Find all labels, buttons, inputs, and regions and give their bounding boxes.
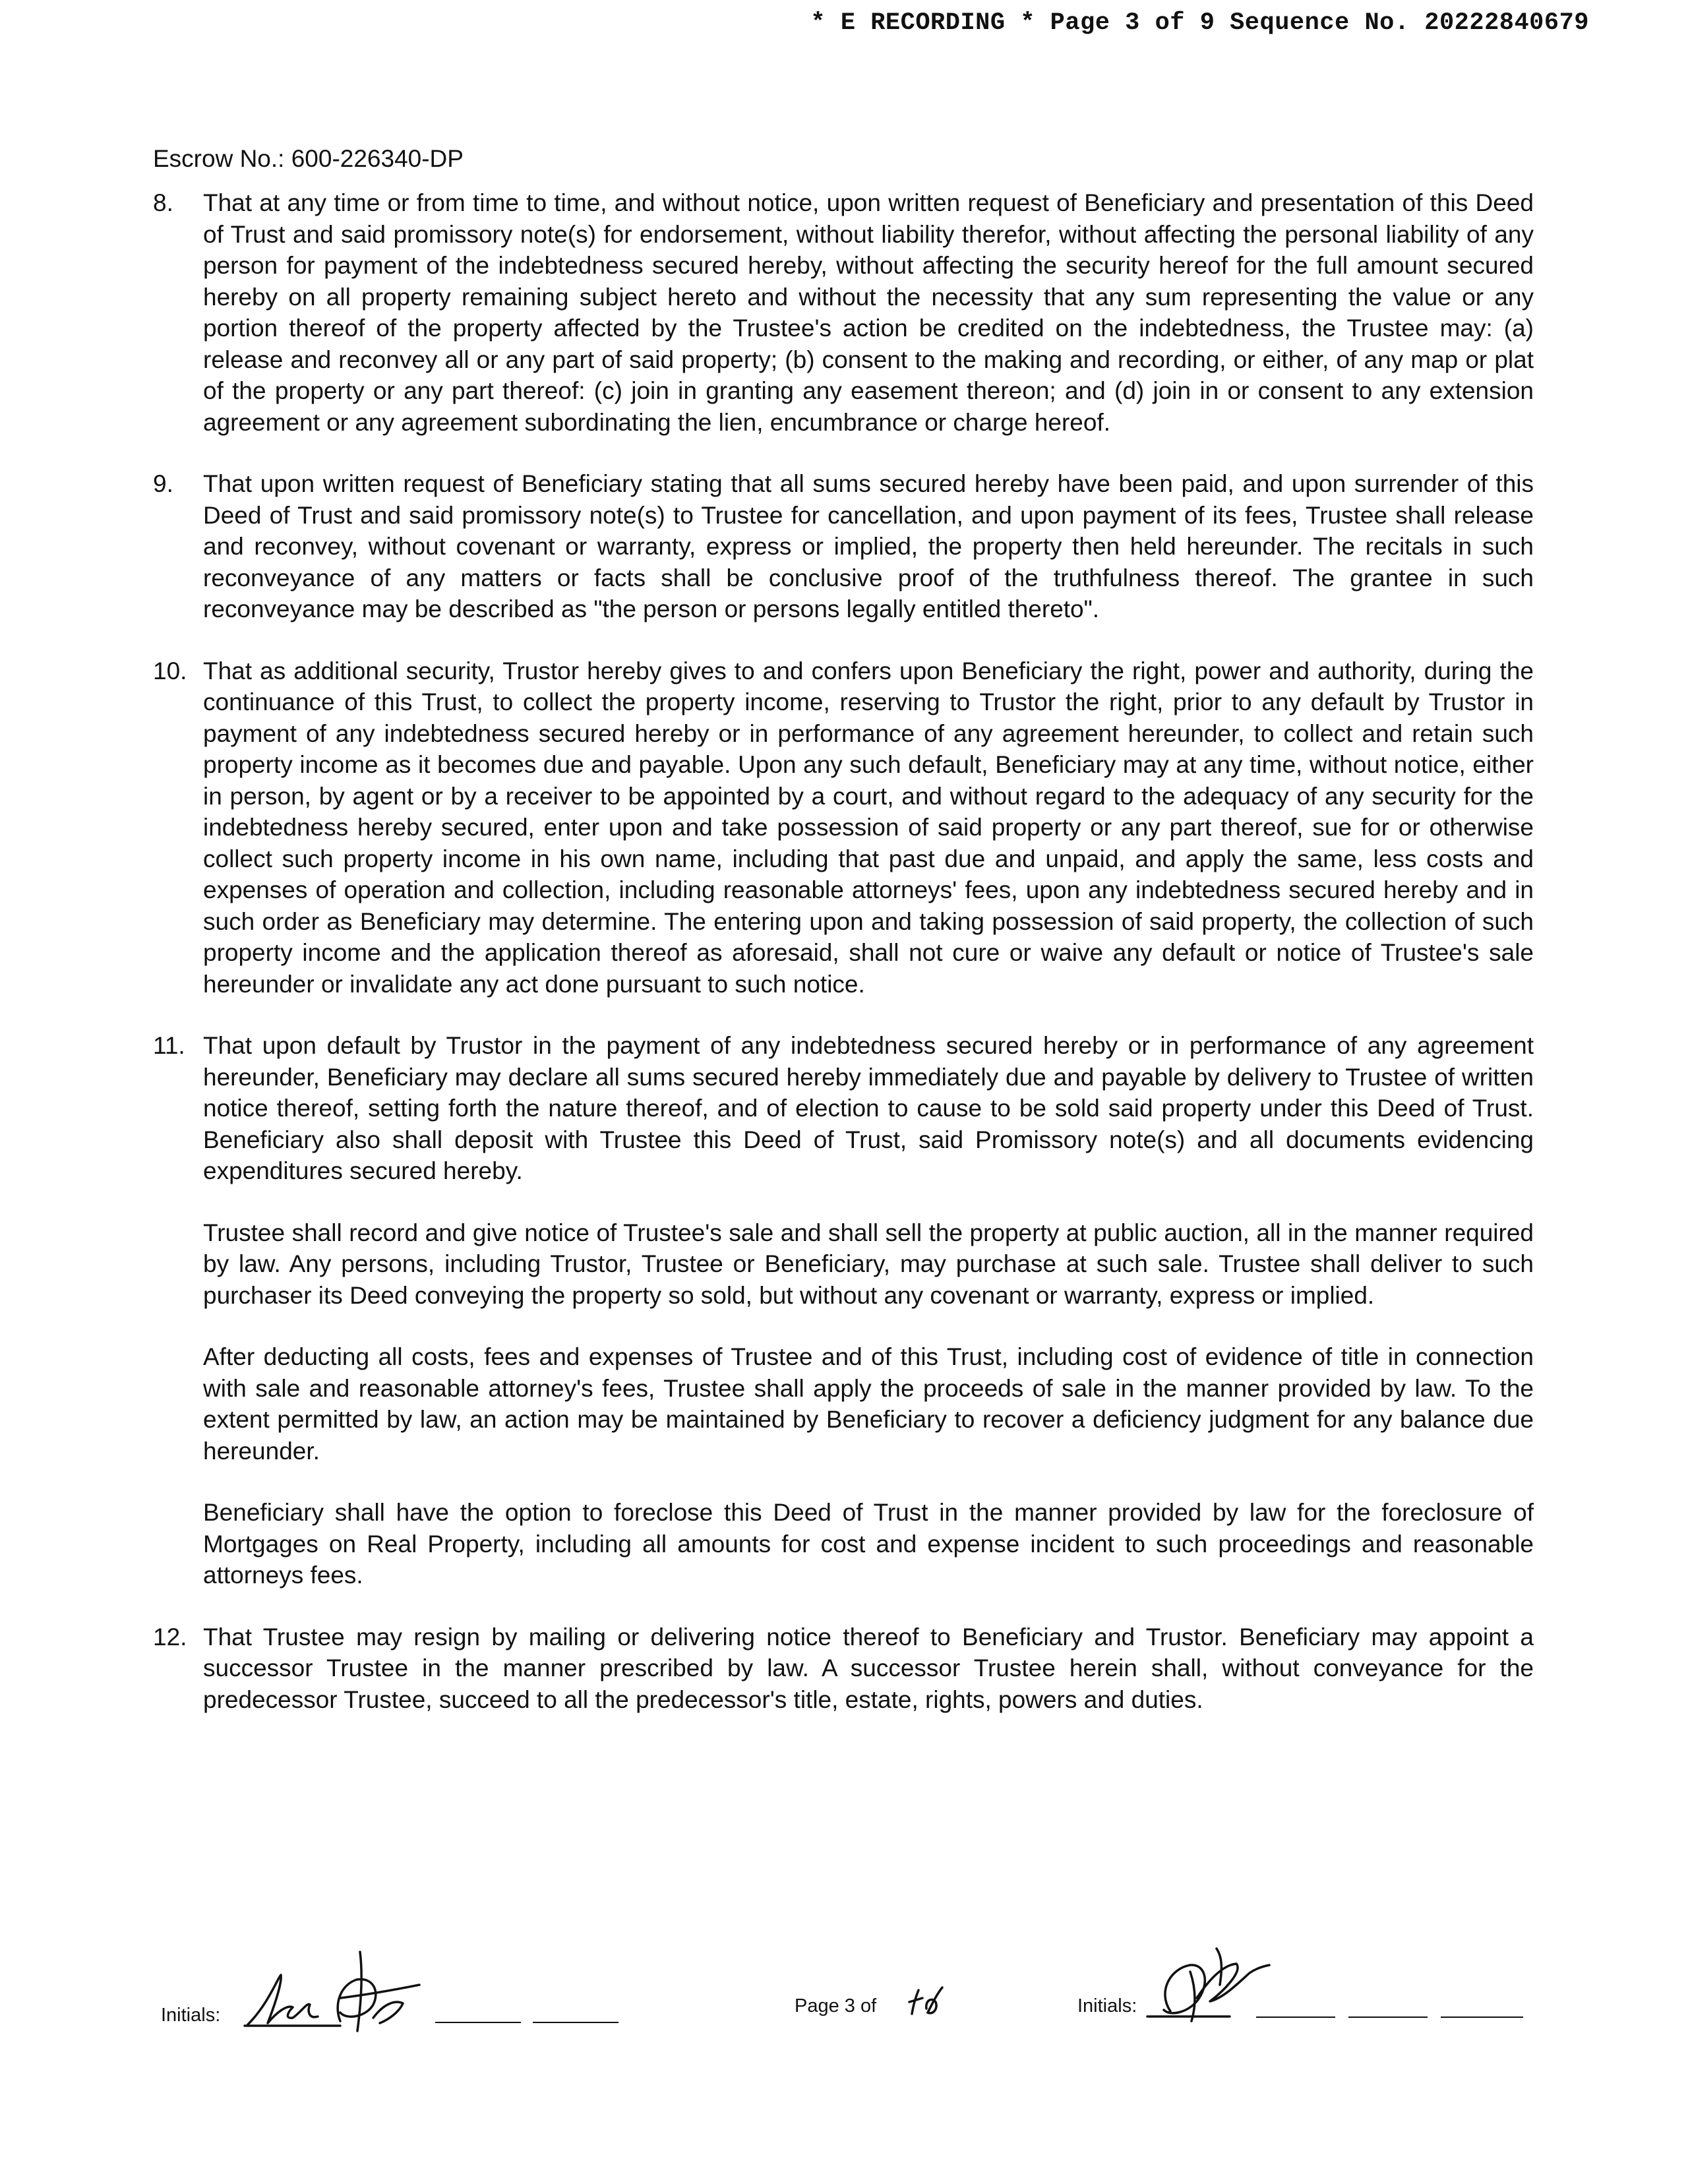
clause-body <box>203 468 1534 625</box>
clause-paragraph: That Trustee may resign by mailing or delivering notice thereof to Beneficiary and Trustor. Beneficiary may appoint a successor Trustee in the manner prescribed by law. A successor Trustee herein shall, without conveyance for the predecessor Trustee, succeed to all the predecessor's title, estate, rights, powers and duties. <box>203 1623 1534 1713</box>
clause-paragraph: Beneficiary shall have the option to foreclose this Deed of Trust in the manner provided by law for the foreclosure of Mortgages on Real Property, including all amounts for cost and expense incident to such proceedings and reasonable attorneys fees. <box>203 1499 1534 1589</box>
footer <box>0 1939 1688 2057</box>
initials-blank-right-3 <box>1441 2017 1523 2018</box>
page-total-handwritten <box>907 1982 946 2025</box>
clause-paragraph: That upon default by Trustor in the payment of any indebtedness secured hereby or in performance of any agreement hereunder, Beneficiary may declare all sums secured hereby immediately due and payable by delivery to Trustee of written notice thereof, setting forth the nature thereof, and of election to cause to be sold said property under this Deed of Trust. Beneficiary also shall deposit with Trustee this Deed of Trust, said Promissory note(s) and all documents evidencing expenditures secured hereby. <box>203 1032 1534 1184</box>
clause-body <box>203 1622 1534 1716</box>
handwritten-page-total <box>907 1982 946 2022</box>
clause-number: 10. <box>153 657 187 684</box>
clause-number: 11. <box>153 1032 185 1059</box>
clauses-list <box>153 187 1534 1745</box>
clause-body <box>203 655 1534 1000</box>
clause-10 <box>153 655 1534 1000</box>
clause-number: 8. <box>153 189 173 216</box>
clause-body <box>203 1030 1534 1591</box>
clause-number: 12. <box>153 1623 187 1651</box>
escrow-number: Escrow No.: 600-226340-DP <box>153 145 464 172</box>
clause-body <box>203 187 1534 438</box>
clause-11 <box>153 1030 1534 1591</box>
signature-initials-left <box>241 1939 439 2038</box>
clause-8 <box>153 187 1534 438</box>
clause-paragraph: Trustee shall record and give notice of Trustee's sale and shall sell the property at public auction, all in the manner required by law. Any persons, including Trustor, Trustee or Beneficiary, may purchase at such sale. Trustee shall deliver to such purchaser its Deed conveying the property so sold, but without any covenant or warranty, express or implied. <box>203 1219 1534 1309</box>
initials-blank-right-1 <box>1256 2017 1335 2018</box>
initials-right-label: Initials: <box>1077 1995 1137 2017</box>
initials-left-label: Initials: <box>161 2005 221 2026</box>
clause-paragraph: That upon written request of Beneficiary stating that all sums secured hereby have been paid, and upon surrender of this Deed of Trust and said promissory note(s) to Trustee for cancellation, and upon payment of its fees, Trustee shall release and reconvey, without covenant or warranty, express or implied, the property then held hereunder. The recitals in such reconveyance of any matters or facts shall be conclusive proof of the truthfulness thereof. The grantee in such reconveyance may be described as "the person or persons legally entitled thereto". <box>203 470 1534 622</box>
clause-9 <box>153 468 1534 625</box>
clause-paragraph: That at any time or from time to time, and without notice, upon written request of Beneficiary and presentation of this Deed of Trust and said promissory note(s) for endorsement, without liability therefor, without affecting the personal liability of any person for payment of the indebtedness secured hereby, without affecting the security hereof for the full amount secured hereby on all property remaining subject hereto and without the necessity that any sum representing the value or any portion thereof of the property affected by the Trustee's action be credited on the indebtedness, the Trustee may: (a) release and reconvey all or any part of said property; (b) consent to the making and recording, or either, of any map or plat of the property or any part thereof: (c) join in granting any easement thereon; and (d) join in or consent to any extension agreement or any agreement subordinating the lien, encumbrance or charge hereof. <box>203 189 1534 436</box>
clause-number: 9. <box>153 470 173 497</box>
clause-12 <box>153 1622 1534 1716</box>
clause-paragraph: That as additional security, Trustor hereby gives to and confers upon Beneficiary the right, power and authority, during the continuance of this Trust, to collect the property income, reserving to Trustor the right, prior to any default by Trustor in payment of any indebtedness secured hereby or in performance of any agreement hereunder, to collect and retain such property income as it becomes due and payable. Upon any such default, Beneficiary may at any time, without notice, either in person, by agent or by a receiver to be appointed by a court, and without regard to the adequacy of any security for the indebtedness hereby secured, enter upon and take possession of said property or any part thereof, sue for or otherwise collect such property income in his own name, including that past due and unpaid, and apply the same, less costs and expenses of operation and collection, including reasonable attorneys' fees, upon any indebtedness secured hereby and in such order as Beneficiary may determine. The entering upon and taking possession of said property, the collection of such property income and the application thereof as aforesaid, shall not cure or waive any default or notice of Trustee's sale hereunder or invalidate any act done pursuant to such notice. <box>203 657 1534 998</box>
initials-blank-right-2 <box>1348 2017 1428 2018</box>
clause-paragraph: After deducting all costs, fees and expenses of Trustee and of this Trust, including cost of evidence of title in connection with sale and reasonable attorney's fees, Trustee shall apply the proceeds of sale in the manner provided by law. To the extent permitted by law, an action may be maintained by Beneficiary to recover a deficiency judgment for any balance due hereunder. <box>203 1343 1534 1465</box>
initials-blank-left-2 <box>533 2022 618 2023</box>
initials-blank-left-1 <box>435 2022 521 2023</box>
recording-header: * E RECORDING * Page 3 of 9 Sequence No. 20222840679 <box>810 9 1589 37</box>
page-number-label: Page 3 of <box>795 1995 877 2017</box>
